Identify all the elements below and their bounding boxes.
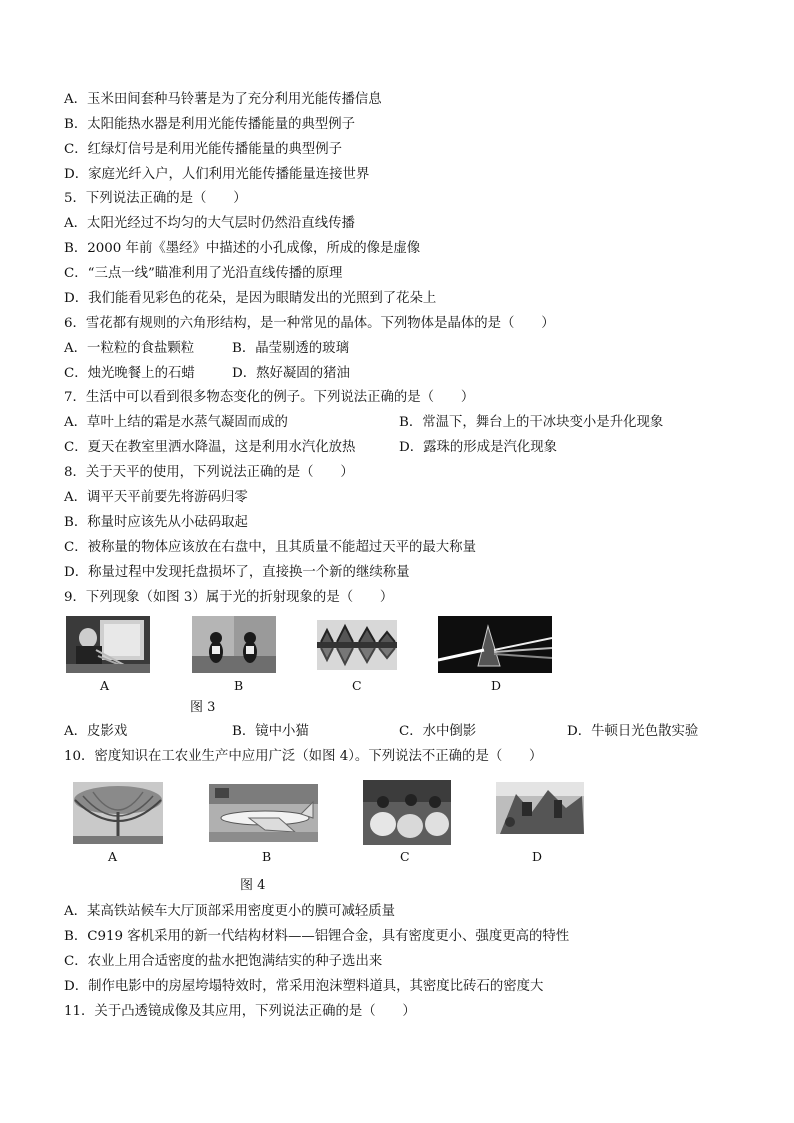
q9-option-c: C．水中倒影 xyxy=(399,724,477,739)
q7-option-d: D．露珠的形成是汽化现象 xyxy=(399,440,558,455)
fig3-label-c: C xyxy=(352,678,362,693)
q6-option-a: A．一粒粒的食盐颗粒 xyxy=(64,341,195,356)
fig3-label-a: A xyxy=(100,678,110,693)
q4-option-a: A．玉米田间套种马铃薯是为了充分利用光能传播信息 xyxy=(64,92,382,107)
fig4-label-d: D xyxy=(532,849,543,864)
q9-option-b: B．镜中小猫 xyxy=(232,724,309,739)
q10-option-d: D．制作电影中的房屋垮塌特效时，常采用泡沫塑料道具，其密度比砖石的密度大 xyxy=(64,979,544,994)
q6-option-b: B．晶莹剔透的玻璃 xyxy=(232,341,349,356)
q6-option-d: D．熬好凝固的猪油 xyxy=(232,366,350,381)
fig3-label-d: D xyxy=(491,678,502,693)
cat-mirror-photo xyxy=(192,616,276,673)
station-roof-photo xyxy=(73,782,163,844)
q11-stem: 11．关于凸透镜成像及其应用，下列说法正确的是（ ） xyxy=(64,1004,416,1019)
q4-option-b: B．太阳能热水器是利用光能传播能量的典型例子 xyxy=(64,117,356,132)
q4-option-d: D．家庭光纤入户，人们利用光能传播能量连接世界 xyxy=(64,167,370,182)
q4-option-c: C．红绿灯信号是利用光能传播能量的典型例子 xyxy=(64,142,343,157)
q8-option-d: D．称量过程中发现托盘损坏了，直接换一个新的继续称量 xyxy=(64,565,410,580)
q8-option-a: A．调平天平前要先将游码归零 xyxy=(64,490,248,505)
seed-selection-photo xyxy=(363,780,451,845)
q5-stem: 5．下列说法正确的是（ ） xyxy=(64,191,247,206)
q7-option-a: A．草叶上结的霜是水蒸气凝固而成的 xyxy=(64,415,288,430)
fig3-label-b: B xyxy=(234,678,244,693)
q10-option-c: C．农业上用合适密度的盐水把饱满结实的种子选出来 xyxy=(64,954,383,969)
figure-3-caption: 图 3 xyxy=(190,700,216,715)
fig4-label-a: A xyxy=(108,849,118,864)
movie-collapse-photo xyxy=(496,782,584,834)
q5-option-c: C．“三点一线”瞄准利用了光沿直线传播的原理 xyxy=(64,266,343,281)
q6-option-c: C．烛光晚餐上的石蜡 xyxy=(64,366,195,381)
prism-dispersion-photo xyxy=(438,616,552,673)
q7-stem: 7．生活中可以看到很多物态变化的例子。下列说法正确的是（ ） xyxy=(64,390,475,405)
q10-option-a: A．某高铁站候车大厅顶部采用密度更小的膜可减轻质量 xyxy=(64,904,396,919)
water-reflection-photo xyxy=(317,620,397,670)
q10-stem: 10．密度知识在工农业生产中应用广泛（如图 4）。下列说法不正确的是（ ） xyxy=(64,749,543,764)
q7-option-b: B．常温下，舞台上的干冰块变小是升化现象 xyxy=(399,415,664,430)
q5-option-d: D．我们能看见彩色的花朵，是因为眼睛发出的光照到了花朵上 xyxy=(64,291,437,306)
q8-stem: 8．关于天平的使用，下列说法正确的是（ ） xyxy=(64,465,354,480)
q9-option-d: D．牛顿日光色散实验 xyxy=(567,724,699,739)
fig4-label-b: B xyxy=(262,849,272,864)
figure-4-caption: 图 4 xyxy=(240,878,266,893)
q8-option-b: B．称量时应该先从小砝码取起 xyxy=(64,515,248,530)
q10-option-b: B．C919 客机采用的新一代结构材料——铝锂合金，具有密度更小、强度更高的特性 xyxy=(64,929,570,944)
q6-stem: 6．雪花都有规则的六角形结构，是一种常见的晶体。下列物体是晶体的是（ ） xyxy=(64,316,555,331)
c919-aircraft-photo xyxy=(209,784,318,842)
q8-option-c: C．被称量的物体应该放在右盘中，且其质量不能超过天平的最大称量 xyxy=(64,540,476,555)
q5-option-b: B．2000 年前《墨经》中描述的小孔成像，所成的像是虚像 xyxy=(64,241,421,256)
fig4-label-c: C xyxy=(400,849,410,864)
q5-option-a: A．太阳光经过不均匀的大气层时仍然沿直线传播 xyxy=(64,216,355,231)
q9-stem: 9．下列现象（如图 3）属于光的折射现象的是（ ） xyxy=(64,590,394,605)
q9-option-a: A．皮影戏 xyxy=(64,724,128,739)
q7-option-c: C．夏天在教室里洒水降温，这是利用水汽化放热 xyxy=(64,440,356,455)
shadow-play-photo xyxy=(66,616,150,673)
